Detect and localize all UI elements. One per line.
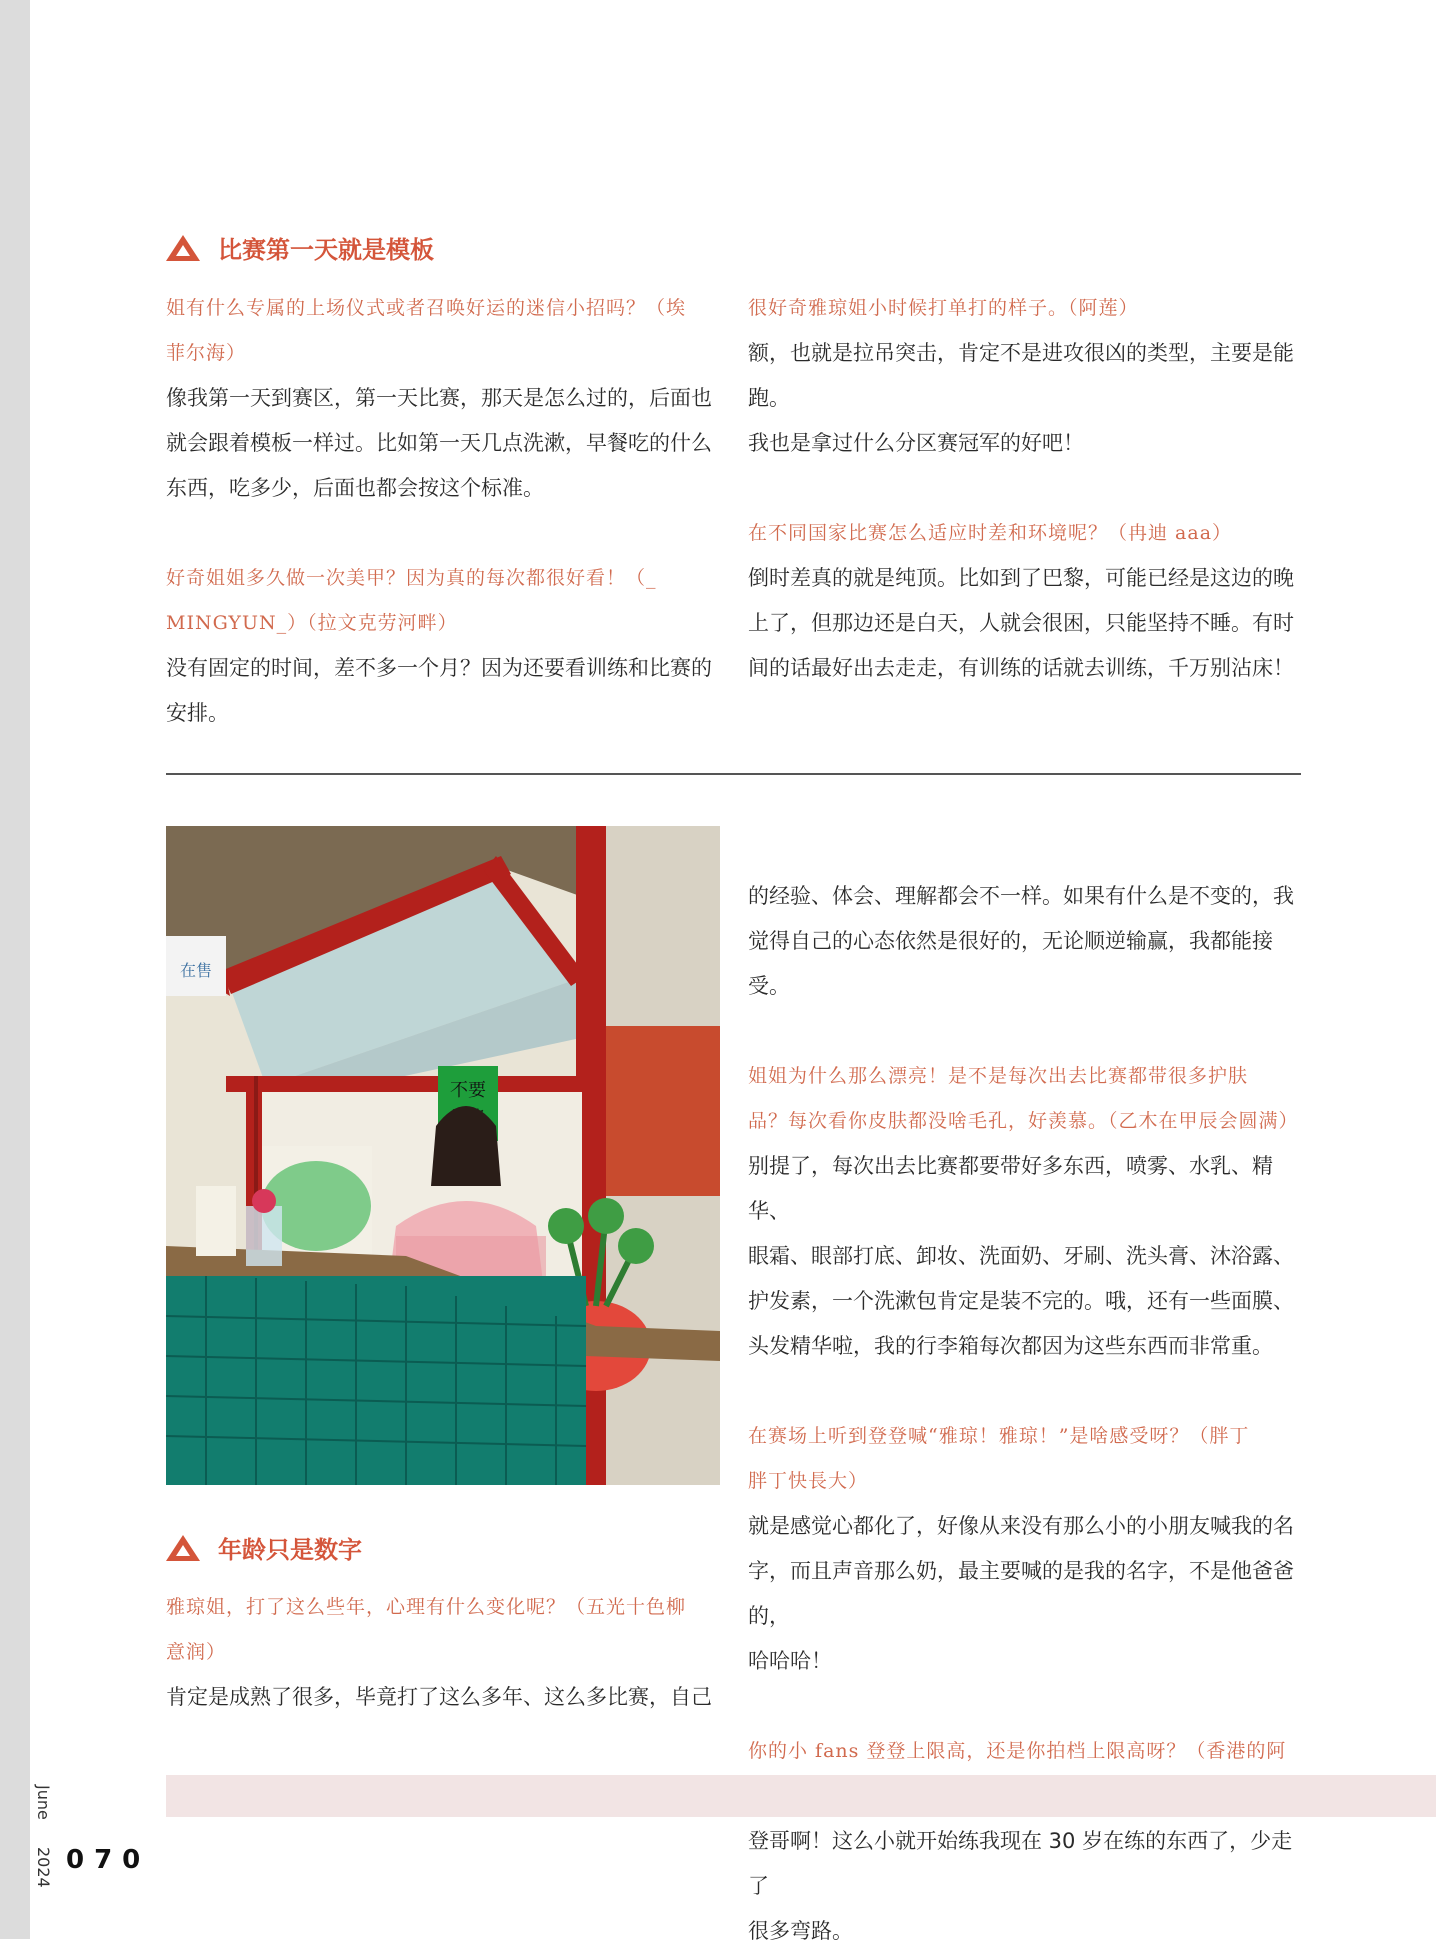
answer-line: 像我第一天到赛区，第一天比赛，那天是怎么过的，后面也 bbox=[166, 386, 712, 410]
answer-line: 间的话最好出去走走，有训练的话就去训练，千万别沾床！ bbox=[748, 656, 1294, 680]
section2-left-column bbox=[166, 1585, 726, 1720]
question-line: 菲尔海） bbox=[166, 342, 247, 364]
answer-line: 觉得自己的心态依然是很好的，无论顺逆输赢，我都能接受。 bbox=[748, 929, 1273, 998]
answer-line: 哈哈哈！ bbox=[748, 1649, 832, 1673]
photo-of-player-at-cafe-window bbox=[166, 826, 720, 1485]
answer-line: 字，而且声音那么奶，最主要喊的是我的名字，不是他爸爸的， bbox=[748, 1559, 1294, 1628]
question-line: 雅琼姐，打了这么些年，心理有什么变化呢？（五光十色柳 bbox=[166, 1596, 687, 1618]
answer-line: 眼霜、眼部打底、卸妆、洗面奶、牙刷、洗头膏、沐浴露、 bbox=[748, 1244, 1294, 1268]
answer-line: 我也是拿过什么分区赛冠军的好吧！ bbox=[748, 431, 1084, 455]
answer-line: 东西，吃多少，后面也都会按这个标准。 bbox=[166, 476, 544, 500]
triangle-icon bbox=[166, 1535, 200, 1561]
qa-block bbox=[166, 286, 726, 511]
section-title: 比赛第一天就是模板 bbox=[218, 236, 434, 264]
question-line: 在赛场上听到登登喊“雅琼！雅琼！”是啥感受呀？（胖丁 bbox=[748, 1425, 1250, 1447]
issue-date bbox=[33, 1785, 53, 1888]
answer-line: 护发素，一个洗漱包肯定是装不完的。哦，还有一些面膜、 bbox=[748, 1289, 1294, 1313]
section-heading-1 bbox=[166, 230, 434, 265]
answer-line: 安排。 bbox=[166, 701, 229, 725]
answer-line: 别提了，每次出去比赛都要带好多东西，喷雾、水乳、精华、 bbox=[748, 1154, 1273, 1223]
question-line: 姐姐为什么那么漂亮！是不是每次出去比赛都带很多护肤 bbox=[748, 1065, 1249, 1087]
answer-line: 的经验、体会、理解都会不一样。如果有什么是不变的，我 bbox=[748, 884, 1294, 908]
qa-block bbox=[748, 1054, 1308, 1369]
question-line: 胖丁快長大） bbox=[748, 1470, 869, 1492]
answer-line: 头发精华啦，我的行李箱每次都因为这些东西而非常重。 bbox=[748, 1334, 1273, 1358]
footer-bar bbox=[166, 1775, 1436, 1817]
answer-line: 倒时差真的就是纯顶。比如到了巴黎，可能已经是这边的晚 bbox=[748, 566, 1294, 590]
answer-line: 上了，但那边还是白天，人就会很困，只能坚持不睡。有时 bbox=[748, 611, 1294, 635]
section1-right-column bbox=[748, 286, 1308, 691]
answer-line: 登哥啊！这么小就开始练我现在 30 岁在练的东西了，少走了 bbox=[748, 1829, 1293, 1898]
shop-sign: 在售 bbox=[179, 961, 213, 980]
triangle-icon bbox=[166, 235, 200, 261]
section-title: 年龄只是数字 bbox=[218, 1536, 362, 1564]
question-line: 姐有什么专属的上场仪式或者召唤好运的迷信小招吗？（埃 bbox=[166, 297, 687, 319]
question-line: 你的小 fans 登登上限高，还是你拍档上限高呀？（香港的阿 bbox=[748, 1740, 1287, 1762]
qa-block bbox=[748, 1414, 1308, 1684]
answer-line: 很多弯路。 bbox=[748, 1919, 853, 1943]
question-line: MINGYUN_）（拉文克劳河畔） bbox=[166, 612, 458, 634]
question-line: 意润） bbox=[166, 1641, 227, 1663]
left-margin-strip bbox=[0, 0, 30, 1939]
sign-line-1: 不要 bbox=[450, 1080, 486, 1101]
section-divider bbox=[166, 773, 1301, 775]
qa-block bbox=[166, 556, 726, 736]
answer-line: 额，也就是拉吊突击，肯定不是进攻很凶的类型，主要是能跑。 bbox=[748, 341, 1294, 410]
qa-block bbox=[748, 511, 1308, 691]
section1-left-column bbox=[166, 286, 726, 736]
question-line: 品？每次看你皮肤都没啥毛孔，好羡慕。（乙木在甲辰会圆满） bbox=[748, 1110, 1299, 1132]
cafe-photo bbox=[166, 826, 720, 1485]
section-heading-2 bbox=[166, 1530, 362, 1565]
issue-year: 2024 bbox=[34, 1847, 53, 1888]
question-line: 很好奇雅琼姐小时候打单打的样子。（阿莲） bbox=[748, 297, 1139, 319]
answer-line: 就是感觉心都化了，好像从来没有那么小的小朋友喊我的名 bbox=[748, 1514, 1294, 1538]
question-line: 在不同国家比赛怎么适应时差和环境呢？（冉迪 aaa） bbox=[748, 522, 1233, 544]
issue-month: June bbox=[34, 1785, 53, 1820]
page-number: 070 bbox=[66, 1845, 151, 1875]
qa-block bbox=[748, 286, 1308, 466]
question-line: 好奇姐姐多久做一次美甲？因为真的每次都很好看！（_ bbox=[166, 567, 657, 589]
qa-block bbox=[748, 1729, 1308, 1954]
answer-line: 肯定是成熟了很多，毕竟打了这么多年、这么多比赛，自己 bbox=[166, 1685, 712, 1709]
answer-line: 就会跟着模板一样过。比如第一天几点洗漱，早餐吃的什么 bbox=[166, 431, 712, 455]
answer-line: 没有固定的时间，差不多一个月？因为还要看训练和比赛的 bbox=[166, 656, 712, 680]
